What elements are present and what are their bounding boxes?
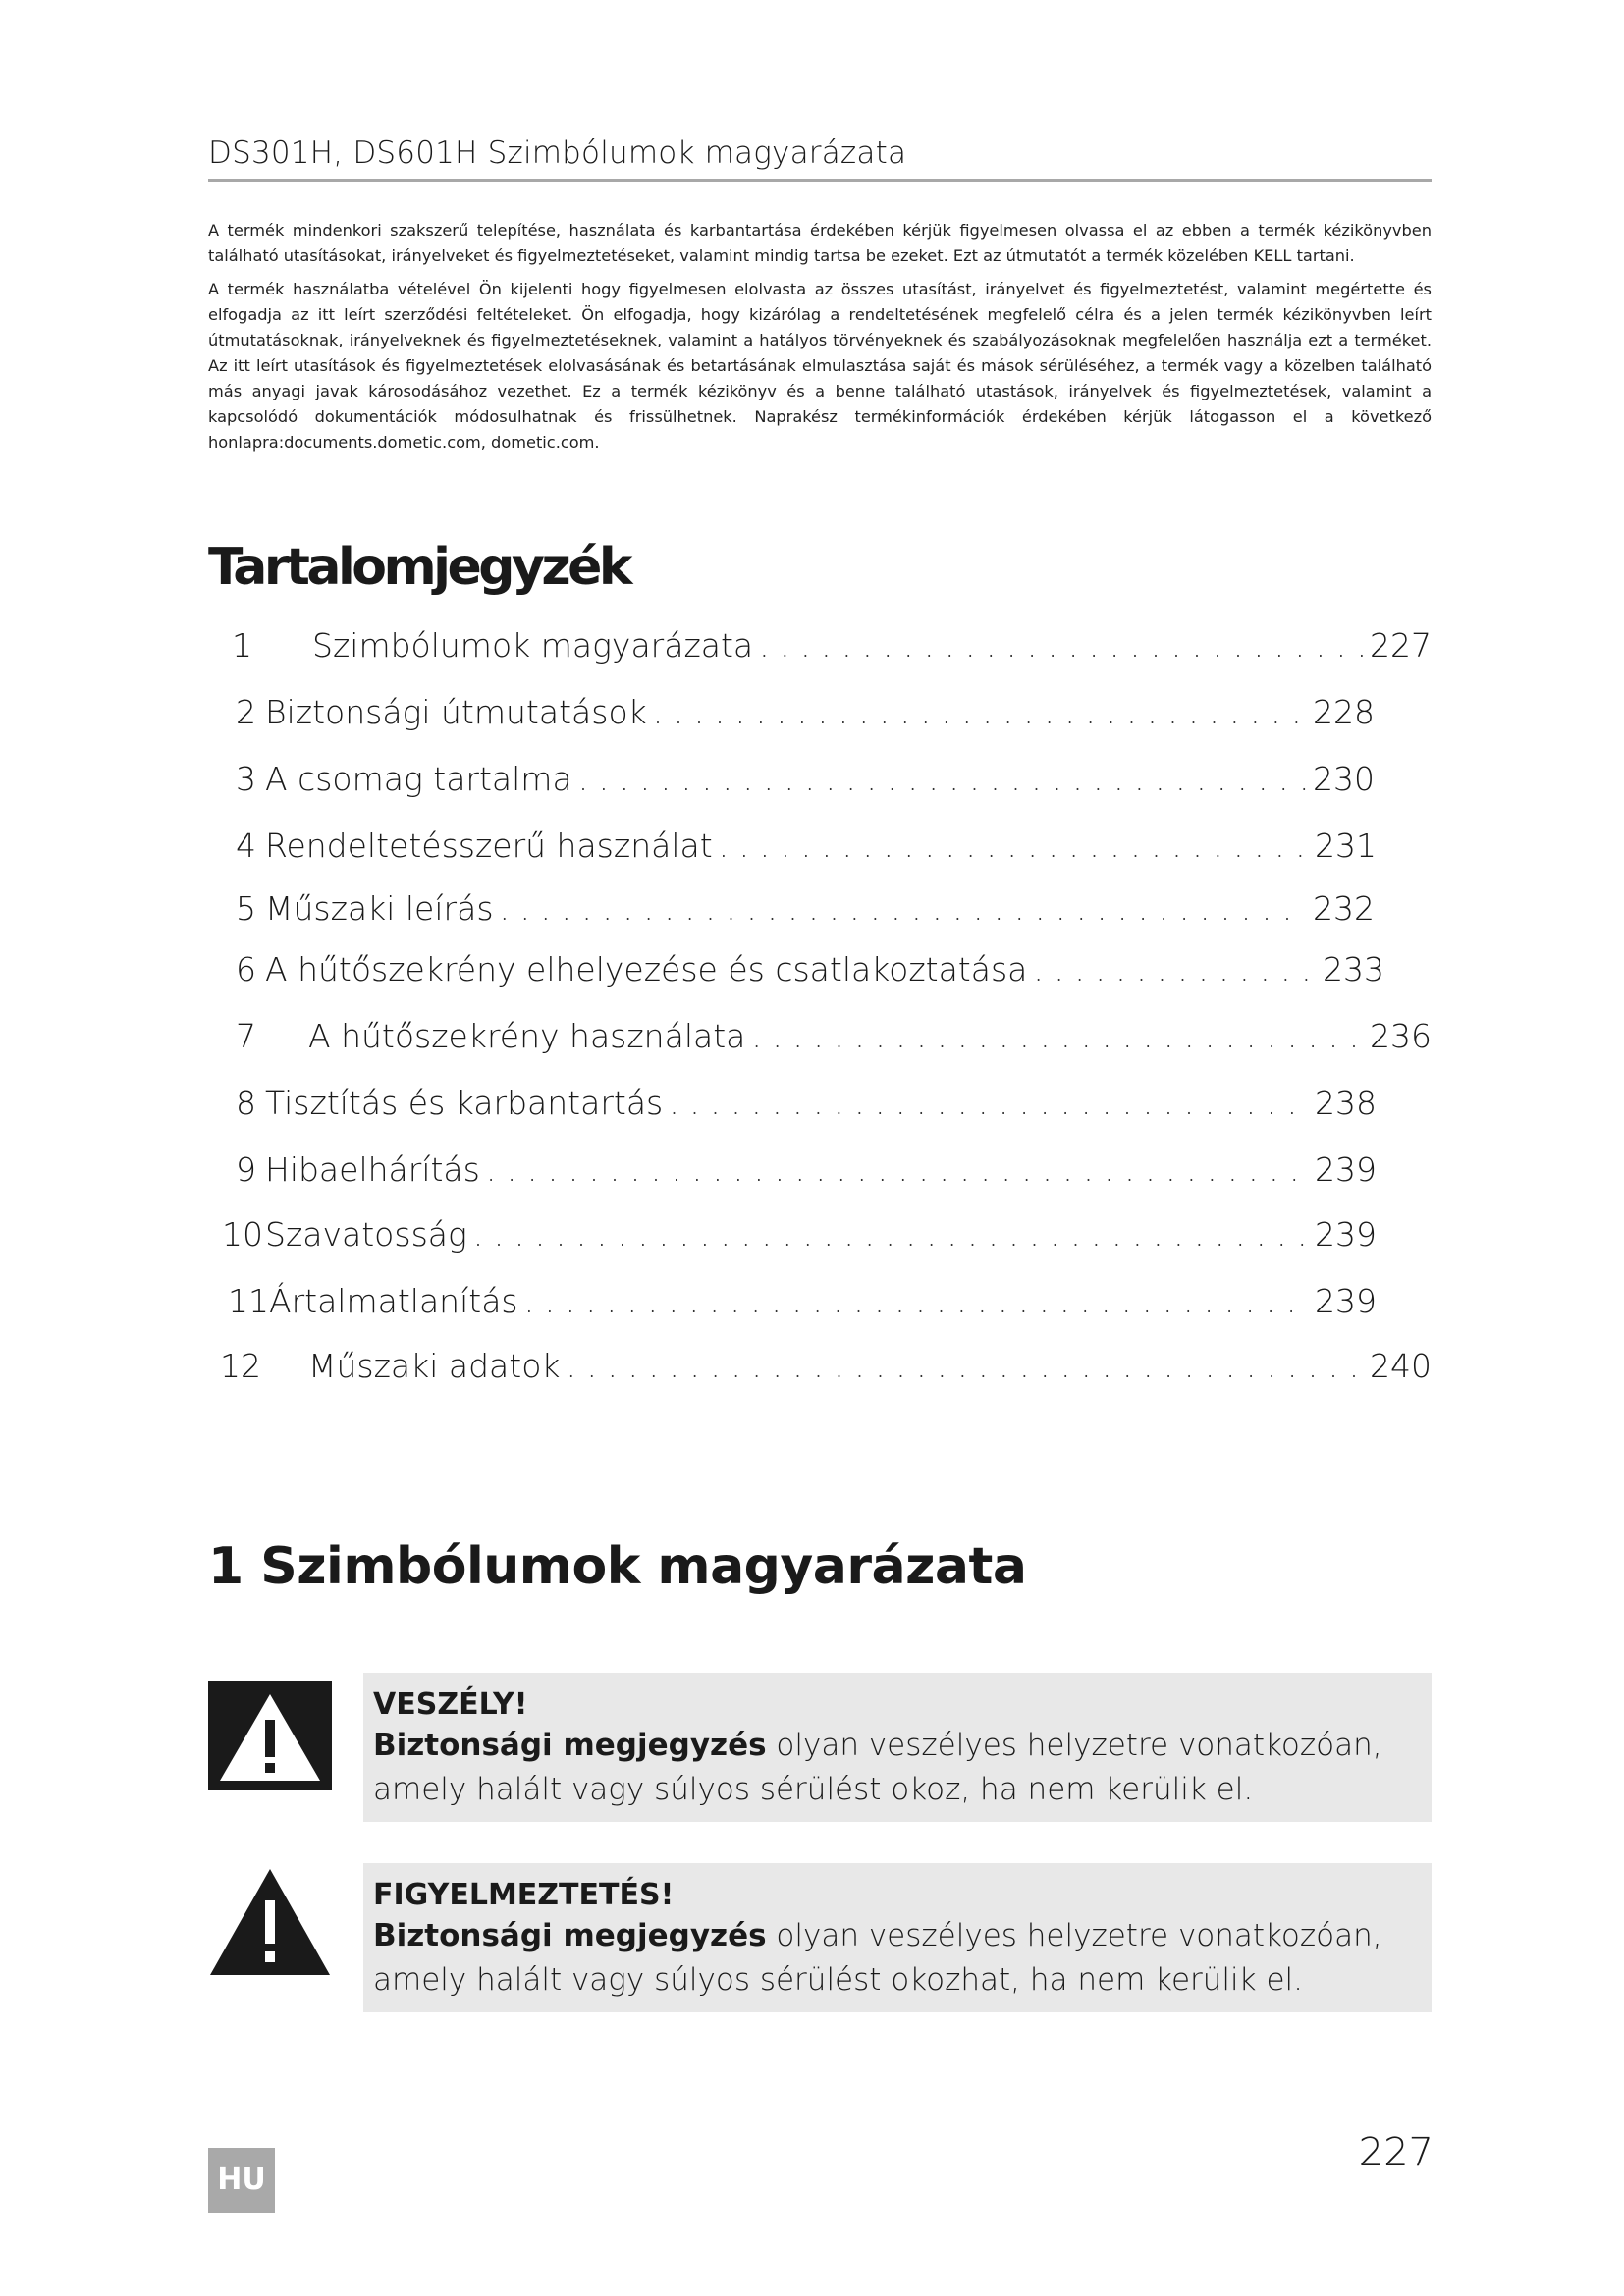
toc-entry-number: 6	[236, 950, 256, 988]
toc-entry-page: 227	[1370, 626, 1432, 665]
toc-entry-page: 240	[1370, 1347, 1432, 1385]
section-title: 1 Szimbólumok magyarázata	[208, 1537, 1027, 1596]
toc-entry[interactable]	[236, 1148, 1377, 1192]
warning-triangle-inverted-icon	[208, 1681, 332, 1790]
toc-leader-dots	[653, 691, 1307, 734]
toc-entry-page: 239	[1315, 1150, 1377, 1189]
toc-entry-number: 12	[220, 1347, 261, 1385]
toc-entry-label: Műszaki leírás	[265, 889, 494, 928]
toc-entry-label: Tisztítás és karbantartás	[265, 1084, 664, 1122]
toc-entry-number: 10	[222, 1215, 263, 1254]
toc-entry-page: 239	[1315, 1215, 1377, 1254]
toc-leader-dots	[759, 624, 1364, 667]
notice-heading: VESZÉLY!	[373, 1687, 528, 1722]
toc-entry-label: Hibaelhárítás	[265, 1150, 480, 1189]
language-badge: HU	[208, 2148, 275, 2213]
notice-heading: FIGYELMEZTETÉS!	[373, 1878, 675, 1912]
warning-triangle-icon	[208, 1867, 332, 1977]
toc-entry-number: 7	[236, 1017, 256, 1055]
warning-notice	[363, 1863, 1432, 2012]
toc-entry-number: 8	[236, 1084, 256, 1122]
toc-entry[interactable]	[236, 691, 1375, 734]
toc-title: Tartalomjegyzék	[208, 538, 630, 597]
toc-entry-label: Szimbólumok magyarázata	[312, 626, 754, 665]
toc-entry-label: A hűtőszekrény elhelyezése és csatlakoztatása	[265, 950, 1028, 988]
toc-entry-page: 239	[1315, 1282, 1377, 1320]
running-header: DS301H, DS601H Szimbólumok magyarázata	[208, 135, 1432, 182]
toc-entry-page: 233	[1323, 950, 1384, 988]
toc-entry-label: Rendeltetésszerű használat	[265, 827, 713, 865]
toc-leader-dots	[1033, 948, 1317, 991]
toc-entry-label: Műszaki adatok	[308, 1347, 561, 1385]
notice-bold-lead: Biztonsági megjegyzés	[373, 1918, 767, 1953]
toc-leader-dots	[719, 825, 1309, 868]
toc-leader-dots	[567, 1345, 1364, 1388]
intro-paragraph-1: A termék mindenkori szakszerű telepítése, használata és karbantartása érdekében kérjük figyelmesen olvassa el az ebben a termék kézikönyvben található utasításokat, irányelveket és figyelmeztetéseket, valamint mindig tartsa be ezeket. Ezt az útmutatót a termék közelében KELL tartani.	[208, 221, 1432, 265]
toc-entry[interactable]	[236, 887, 1375, 931]
toc-entry-number: 9	[236, 1150, 256, 1189]
toc-entry-label: Biztonsági útmutatások	[265, 693, 647, 731]
toc-entry-number: 2	[236, 693, 256, 731]
notice-bold-lead: Biztonsági megjegyzés	[373, 1728, 767, 1763]
toc-entry-page: 230	[1313, 760, 1375, 798]
toc-entry[interactable]	[232, 624, 1432, 667]
toc-entry-page: 236	[1370, 1017, 1432, 1055]
toc-leader-dots	[473, 1213, 1309, 1256]
toc-entry-label: Szavatosság	[265, 1215, 467, 1254]
toc-entry-page: 238	[1315, 1084, 1377, 1122]
toc-entry[interactable]	[222, 1213, 1377, 1256]
toc-leader-dots	[486, 1148, 1309, 1192]
toc-entry-label: A hűtőszekrény használata	[308, 1017, 746, 1055]
toc-entry-number: 5	[236, 889, 256, 928]
toc-entry[interactable]	[236, 758, 1375, 801]
toc-leader-dots	[751, 1015, 1364, 1058]
notice-description: olyan veszélyes helyzetre vonatkozóan, amely halált vagy súlyos sérülést okoz, ha nem kerülik el.	[373, 1728, 1382, 1807]
toc-leader-dots	[500, 887, 1307, 931]
notice-text	[373, 1914, 1422, 2002]
toc-entry[interactable]	[228, 1280, 1377, 1323]
toc-entry[interactable]	[236, 825, 1377, 868]
toc-entry-label: Ártalmatlanítás	[269, 1282, 518, 1320]
page-number: 227	[1358, 2130, 1434, 2175]
toc-entry[interactable]	[220, 1345, 1432, 1388]
toc-entry-page: 228	[1313, 693, 1375, 731]
toc-entry-page: 232	[1313, 889, 1375, 928]
toc-entry[interactable]	[236, 948, 1384, 991]
toc-entry-page: 231	[1315, 827, 1377, 865]
toc-leader-dots	[669, 1082, 1309, 1125]
intro-text	[208, 218, 1432, 463]
toc-leader-dots	[578, 758, 1307, 801]
notice-description: olyan veszélyes helyzetre vonatkozóan, amely halált vagy súlyos sérülést okozhat, ha nem kerülik el.	[373, 1918, 1382, 1998]
toc-entry[interactable]	[236, 1015, 1432, 1058]
toc-entry-number: 3	[236, 760, 256, 798]
toc-entry-label: A csomag tartalma	[265, 760, 572, 798]
toc-entry[interactable]	[236, 1082, 1377, 1125]
toc-entry-number: 1	[232, 626, 252, 665]
toc-entry-number: 4	[236, 827, 256, 865]
toc-entry-number: 11	[228, 1282, 269, 1320]
danger-notice	[363, 1673, 1432, 1822]
toc-leader-dots	[524, 1280, 1309, 1323]
intro-paragraph-2: A termék használatba vételével Ön kijelenti hogy figyelmesen elolvasta az összes utasítást, irányelvet és figyelmeztetést, valamint megértette és elfogadja az itt leírt szerződési feltételeket. Ön elfogadja, hogy kizárólag a rendeltetésének megfelelő célra és a jelen termék kézikönyvben leírt útmutatásoknak, irányelveknek és figyelmeztetéseknek, valamint a hatályos törvényeknek és szabályozásoknak megfelelően használja ezt a terméket. Az itt leírt utasítások és figyelmeztetések elolvasásának és betartásának elmulasztása saját és mások sérüléséhez, a termék vagy a közelben található más anyagi javak károsodásához vezethet. Ez a termék kézikönyv és a benne található utastások, irányelvek és figyelmeztetések, valamint a kapcsolódó dokumentációk módosulhatnak és frissülhetnek. Naprakész termékinformációk érdekében kérjük látogasson el a következő honlapra:documents.dometic.com, dometic.com.	[208, 280, 1432, 452]
notice-text	[373, 1724, 1422, 1812]
